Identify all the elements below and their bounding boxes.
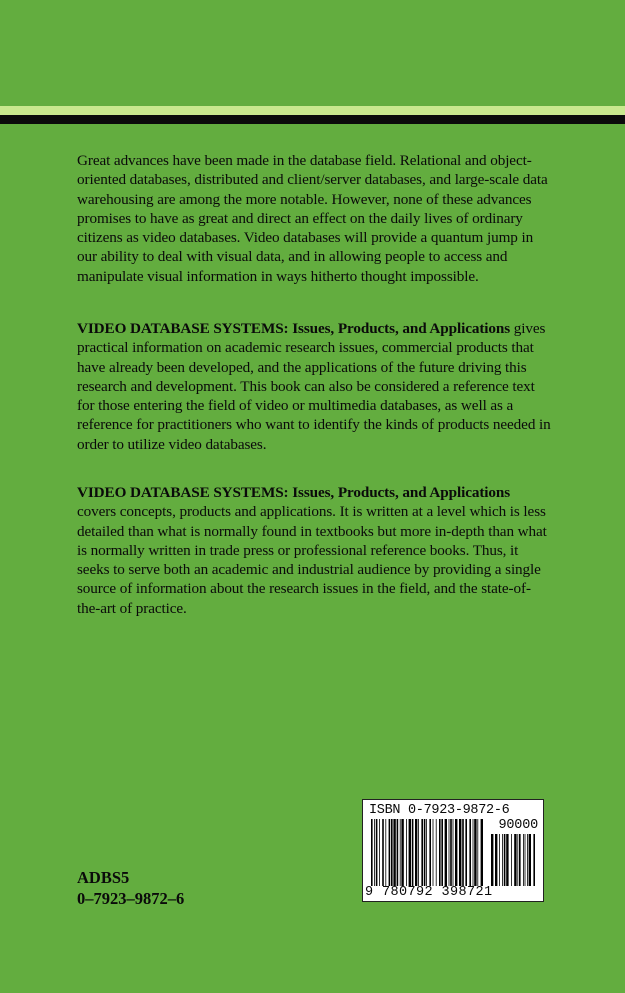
isbn-number: 0–7923–9872–6 [77, 889, 185, 908]
book-title-bold: VIDEO DATABASE SYSTEMS: Issues, Products, and Applications [77, 484, 511, 501]
paragraph-2-body: gives practical information on academic research issues, commercial products that have already been developed, and the applications of the future driving this research and development. This book can also be considered a reference text for those entering the field of video or multimedia databases, as well as a reference for practitioners who want to identify the kinds of products needed in order to utilize video databases. [77, 320, 551, 453]
barcode-ean-digits: 9 780792 398721 [365, 885, 493, 900]
barcode-price-code: 90000 [498, 818, 538, 833]
description-paragraph-1: Great advances have been made in the database field. Relational and object-oriented databases, distributed and client/server databases, and large-scale data warehousing are among the more notable. However, none of these advances promises to have as great and direct an effect on the daily lives of ordinary citizens as video databases. Video databases will provide a quantum jump in our ability to deal with visual data, and in allowing people to access and manipulate visual information in ways hitherto thought impossible. [77, 152, 548, 285]
series-code-block [77, 867, 184, 909]
isbn-barcode [362, 799, 544, 902]
series-code: ADBS5 [77, 868, 130, 887]
paragraph-3-body: covers concepts, products and applications. It is written at a level which is less detailed than what is normally found in textbooks but more in-depth than what is normally written in trade press or professional reference books. Thus, it seeks to serve both an academic and industrial audience by providing a single source of information about the research issues in the field, and the state-of-the-art of practice. [77, 503, 547, 617]
decorative-dark-stripe [0, 115, 625, 124]
description-paragraph-3 [77, 483, 552, 618]
decorative-light-stripe [0, 106, 625, 115]
description-paragraph-2 [77, 319, 552, 454]
barcode-bars-icon [371, 819, 486, 886]
barcode-isbn-label: ISBN 0-7923-9872-6 [369, 803, 510, 818]
book-title-bold: VIDEO DATABASE SYSTEMS: Issues, Products, and Applications [77, 320, 511, 337]
barcode-addon-bars-icon [491, 834, 538, 886]
